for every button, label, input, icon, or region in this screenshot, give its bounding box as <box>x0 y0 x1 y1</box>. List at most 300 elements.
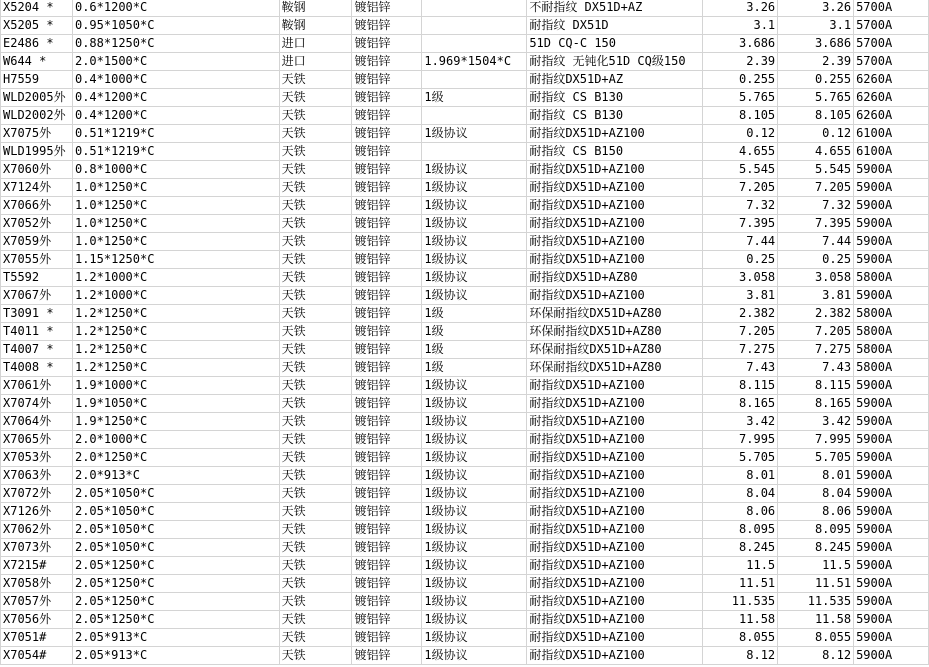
cell-finish[interactable]: 耐指纹DX51D+AZ100 <box>527 575 703 593</box>
cell-material[interactable]: 镀铝锌 <box>352 89 422 107</box>
cell-grade[interactable]: 1级 <box>422 89 527 107</box>
cell-spec[interactable]: 2.05*1050*C <box>72 521 279 539</box>
cell-finish[interactable]: 耐指纹DX51D+AZ100 <box>527 521 703 539</box>
cell-material[interactable]: 镀铝锌 <box>352 305 422 323</box>
cell-item-code[interactable]: X7062外 <box>1 521 73 539</box>
cell-price[interactable]: 5700A <box>854 35 929 53</box>
cell-price[interactable]: 5900A <box>854 539 929 557</box>
cell-origin[interactable]: 天铁 <box>279 143 352 161</box>
cell-material[interactable]: 镀铝锌 <box>352 215 422 233</box>
cell-grade[interactable]: 1级协议 <box>422 647 527 665</box>
cell-item-code[interactable]: X7054# <box>1 647 73 665</box>
cell-weight[interactable]: 8.245 <box>703 539 778 557</box>
cell-weight-total[interactable]: 5.545 <box>778 161 854 179</box>
cell-price[interactable]: 5900A <box>854 161 929 179</box>
cell-weight[interactable]: 7.995 <box>703 431 778 449</box>
cell-item-code[interactable]: X7052外 <box>1 215 73 233</box>
cell-finish[interactable]: 耐指纹DX51D+AZ100 <box>527 197 703 215</box>
table-row[interactable] <box>1 359 929 377</box>
cell-spec[interactable]: 2.05*1250*C <box>72 557 279 575</box>
cell-finish[interactable]: 耐指纹DX51D+AZ100 <box>527 611 703 629</box>
cell-item-code[interactable]: X7061外 <box>1 377 73 395</box>
cell-finish[interactable]: 耐指纹DX51D+AZ100 <box>527 449 703 467</box>
cell-material[interactable]: 镀铝锌 <box>352 359 422 377</box>
cell-material[interactable]: 镀铝锌 <box>352 251 422 269</box>
table-row[interactable] <box>1 161 929 179</box>
cell-weight[interactable]: 8.105 <box>703 107 778 125</box>
table-row[interactable] <box>1 71 929 89</box>
table-row[interactable] <box>1 629 929 647</box>
cell-price[interactable]: 5900A <box>854 629 929 647</box>
cell-finish[interactable]: 耐指纹DX51D+AZ100 <box>527 647 703 665</box>
cell-weight[interactable]: 7.32 <box>703 197 778 215</box>
cell-price[interactable]: 5900A <box>854 431 929 449</box>
cell-price[interactable]: 5900A <box>854 485 929 503</box>
cell-grade[interactable]: 1级协议 <box>422 575 527 593</box>
cell-grade[interactable]: 1级协议 <box>422 413 527 431</box>
cell-spec[interactable]: 1.2*1250*C <box>72 359 279 377</box>
cell-spec[interactable]: 2.05*1050*C <box>72 539 279 557</box>
cell-price[interactable]: 5900A <box>854 521 929 539</box>
cell-finish[interactable]: 耐指纹DX51D+AZ100 <box>527 125 703 143</box>
table-row[interactable] <box>1 485 929 503</box>
cell-price[interactable]: 5800A <box>854 323 929 341</box>
cell-price[interactable]: 5900A <box>854 593 929 611</box>
table-row[interactable] <box>1 35 929 53</box>
table-row[interactable] <box>1 341 929 359</box>
cell-item-code[interactable]: X7073外 <box>1 539 73 557</box>
cell-spec[interactable]: 1.0*1250*C <box>72 179 279 197</box>
cell-weight[interactable]: 11.535 <box>703 593 778 611</box>
cell-grade[interactable]: 1级协议 <box>422 179 527 197</box>
table-row[interactable] <box>1 107 929 125</box>
cell-weight[interactable]: 0.255 <box>703 71 778 89</box>
table-row[interactable] <box>1 197 929 215</box>
cell-material[interactable]: 镀铝锌 <box>352 449 422 467</box>
cell-weight-total[interactable]: 8.12 <box>778 647 854 665</box>
cell-grade[interactable] <box>422 35 527 53</box>
cell-finish[interactable]: 耐指纹DX51D+AZ100 <box>527 485 703 503</box>
cell-weight-total[interactable]: 11.58 <box>778 611 854 629</box>
table-row[interactable] <box>1 647 929 665</box>
cell-material[interactable]: 镀铝锌 <box>352 143 422 161</box>
cell-grade[interactable]: 1级协议 <box>422 467 527 485</box>
cell-weight-total[interactable]: 8.165 <box>778 395 854 413</box>
table-row[interactable] <box>1 323 929 341</box>
cell-material[interactable]: 镀铝锌 <box>352 17 422 35</box>
cell-origin[interactable]: 天铁 <box>279 341 352 359</box>
cell-weight-total[interactable]: 11.51 <box>778 575 854 593</box>
cell-item-code[interactable]: H7559 <box>1 71 73 89</box>
cell-item-code[interactable]: T3091 * <box>1 305 73 323</box>
cell-weight-total[interactable]: 5.705 <box>778 449 854 467</box>
cell-material[interactable]: 镀铝锌 <box>352 647 422 665</box>
cell-finish[interactable]: 耐指纹DX51D+AZ100 <box>527 215 703 233</box>
table-row[interactable] <box>1 521 929 539</box>
cell-weight[interactable]: 3.1 <box>703 17 778 35</box>
cell-weight[interactable]: 3.686 <box>703 35 778 53</box>
cell-origin[interactable]: 天铁 <box>279 395 352 413</box>
cell-weight[interactable]: 7.44 <box>703 233 778 251</box>
cell-item-code[interactable]: WLD2002外 <box>1 107 73 125</box>
cell-spec[interactable]: 1.2*1000*C <box>72 287 279 305</box>
cell-finish[interactable]: 耐指纹 CS B130 <box>527 89 703 107</box>
cell-finish[interactable]: 耐指纹DX51D+AZ100 <box>527 629 703 647</box>
cell-spec[interactable]: 0.6*1200*C <box>72 0 279 17</box>
cell-material[interactable]: 镀铝锌 <box>352 557 422 575</box>
cell-grade[interactable]: 1.969*1504*C <box>422 53 527 71</box>
cell-grade[interactable]: 1级协议 <box>422 197 527 215</box>
cell-grade[interactable]: 1级协议 <box>422 377 527 395</box>
cell-origin[interactable]: 天铁 <box>279 233 352 251</box>
cell-item-code[interactable]: X7059外 <box>1 233 73 251</box>
cell-material[interactable]: 镀铝锌 <box>352 125 422 143</box>
cell-weight[interactable]: 5.545 <box>703 161 778 179</box>
table-row[interactable] <box>1 53 929 71</box>
cell-spec[interactable]: 1.9*1250*C <box>72 413 279 431</box>
cell-weight[interactable]: 3.058 <box>703 269 778 287</box>
cell-finish[interactable]: 耐指纹DX51D+AZ100 <box>527 413 703 431</box>
cell-price[interactable]: 5900A <box>854 197 929 215</box>
cell-weight[interactable]: 0.25 <box>703 251 778 269</box>
cell-grade[interactable]: 1级协议 <box>422 557 527 575</box>
cell-spec[interactable]: 1.2*1250*C <box>72 323 279 341</box>
cell-weight[interactable]: 4.655 <box>703 143 778 161</box>
table-row[interactable] <box>1 593 929 611</box>
cell-origin[interactable]: 天铁 <box>279 89 352 107</box>
cell-weight-total[interactable]: 2.39 <box>778 53 854 71</box>
cell-finish[interactable]: 耐指纹DX51D+AZ100 <box>527 395 703 413</box>
cell-weight-total[interactable]: 3.1 <box>778 17 854 35</box>
cell-finish[interactable]: 耐指纹DX51D+AZ100 <box>527 503 703 521</box>
cell-spec[interactable]: 2.05*913*C <box>72 629 279 647</box>
cell-grade[interactable]: 1级协议 <box>422 269 527 287</box>
cell-item-code[interactable]: X7065外 <box>1 431 73 449</box>
cell-material[interactable]: 镀铝锌 <box>352 467 422 485</box>
cell-spec[interactable]: 0.4*1000*C <box>72 71 279 89</box>
cell-weight[interactable]: 7.275 <box>703 341 778 359</box>
table-row[interactable] <box>1 0 929 17</box>
cell-weight[interactable]: 8.055 <box>703 629 778 647</box>
cell-grade[interactable]: 1级 <box>422 323 527 341</box>
cell-price[interactable]: 6260A <box>854 71 929 89</box>
cell-spec[interactable]: 0.4*1200*C <box>72 89 279 107</box>
cell-weight[interactable]: 3.42 <box>703 413 778 431</box>
cell-material[interactable]: 镀铝锌 <box>352 575 422 593</box>
cell-material[interactable]: 镀铝锌 <box>352 287 422 305</box>
cell-weight-total[interactable]: 7.205 <box>778 179 854 197</box>
cell-weight-total[interactable]: 8.01 <box>778 467 854 485</box>
table-row[interactable] <box>1 557 929 575</box>
cell-item-code[interactable]: X5204 * <box>1 0 73 17</box>
cell-weight[interactable]: 0.12 <box>703 125 778 143</box>
cell-origin[interactable]: 天铁 <box>279 251 352 269</box>
cell-origin[interactable]: 天铁 <box>279 287 352 305</box>
cell-item-code[interactable]: X7126外 <box>1 503 73 521</box>
cell-spec[interactable]: 1.2*1250*C <box>72 305 279 323</box>
cell-weight-total[interactable]: 11.535 <box>778 593 854 611</box>
cell-spec[interactable]: 0.51*1219*C <box>72 125 279 143</box>
cell-grade[interactable]: 1级协议 <box>422 629 527 647</box>
cell-item-code[interactable]: E2486 * <box>1 35 73 53</box>
cell-weight[interactable]: 7.205 <box>703 323 778 341</box>
cell-weight-total[interactable]: 4.655 <box>778 143 854 161</box>
cell-spec[interactable]: 2.0*1000*C <box>72 431 279 449</box>
table-row[interactable] <box>1 125 929 143</box>
cell-finish[interactable]: 耐指纹DX51D+AZ80 <box>527 269 703 287</box>
cell-origin[interactable]: 天铁 <box>279 125 352 143</box>
cell-weight-total[interactable]: 0.255 <box>778 71 854 89</box>
cell-finish[interactable]: 耐指纹DX51D+AZ100 <box>527 161 703 179</box>
cell-weight[interactable]: 8.095 <box>703 521 778 539</box>
cell-material[interactable]: 镀铝锌 <box>352 377 422 395</box>
cell-weight[interactable]: 11.58 <box>703 611 778 629</box>
cell-grade[interactable]: 1级 <box>422 359 527 377</box>
cell-spec[interactable]: 2.05*1050*C <box>72 485 279 503</box>
cell-finish[interactable]: 耐指纹DX51D+AZ100 <box>527 251 703 269</box>
table-row[interactable] <box>1 503 929 521</box>
cell-origin[interactable]: 天铁 <box>279 359 352 377</box>
cell-grade[interactable]: 1级 <box>422 305 527 323</box>
cell-spec[interactable]: 0.88*1250*C <box>72 35 279 53</box>
cell-grade[interactable] <box>422 107 527 125</box>
cell-spec[interactable]: 1.2*1000*C <box>72 269 279 287</box>
cell-item-code[interactable]: X7067外 <box>1 287 73 305</box>
cell-grade[interactable]: 1级协议 <box>422 449 527 467</box>
cell-finish[interactable]: 耐指纹DX51D+AZ100 <box>527 377 703 395</box>
cell-weight-total[interactable]: 5.765 <box>778 89 854 107</box>
cell-finish[interactable]: 耐指纹 无钝化51D CQ级150 <box>527 53 703 71</box>
cell-origin[interactable]: 天铁 <box>279 197 352 215</box>
cell-origin[interactable]: 天铁 <box>279 575 352 593</box>
cell-finish[interactable]: 耐指纹DX51D+AZ100 <box>527 467 703 485</box>
cell-origin[interactable]: 天铁 <box>279 161 352 179</box>
cell-spec[interactable]: 2.0*1250*C <box>72 449 279 467</box>
cell-item-code[interactable]: X7057外 <box>1 593 73 611</box>
cell-weight[interactable]: 2.382 <box>703 305 778 323</box>
cell-grade[interactable]: 1级 <box>422 341 527 359</box>
table-row[interactable] <box>1 449 929 467</box>
cell-weight-total[interactable]: 7.395 <box>778 215 854 233</box>
cell-weight-total[interactable]: 7.995 <box>778 431 854 449</box>
table-row[interactable] <box>1 611 929 629</box>
cell-weight-total[interactable]: 8.115 <box>778 377 854 395</box>
cell-price[interactable]: 5800A <box>854 305 929 323</box>
cell-weight-total[interactable]: 7.44 <box>778 233 854 251</box>
cell-material[interactable]: 镀铝锌 <box>352 413 422 431</box>
cell-origin[interactable]: 天铁 <box>279 71 352 89</box>
cell-price[interactable]: 5800A <box>854 269 929 287</box>
cell-material[interactable]: 镀铝锌 <box>352 539 422 557</box>
cell-spec[interactable]: 2.05*1250*C <box>72 611 279 629</box>
cell-spec[interactable]: 1.9*1050*C <box>72 395 279 413</box>
cell-material[interactable]: 镀铝锌 <box>352 0 422 17</box>
cell-price[interactable]: 5900A <box>854 467 929 485</box>
cell-material[interactable]: 镀铝锌 <box>352 629 422 647</box>
cell-origin[interactable]: 天铁 <box>279 269 352 287</box>
cell-item-code[interactable]: T4011 * <box>1 323 73 341</box>
cell-weight[interactable]: 11.51 <box>703 575 778 593</box>
cell-price[interactable]: 5900A <box>854 377 929 395</box>
cell-item-code[interactable]: X7124外 <box>1 179 73 197</box>
cell-item-code[interactable]: X7060外 <box>1 161 73 179</box>
cell-material[interactable]: 镀铝锌 <box>352 431 422 449</box>
cell-origin[interactable]: 天铁 <box>279 611 352 629</box>
cell-origin[interactable]: 天铁 <box>279 467 352 485</box>
cell-item-code[interactable]: X5205 * <box>1 17 73 35</box>
cell-origin[interactable]: 天铁 <box>279 377 352 395</box>
cell-price[interactable]: 5900A <box>854 611 929 629</box>
cell-item-code[interactable]: T4008 * <box>1 359 73 377</box>
cell-material[interactable]: 镀铝锌 <box>352 611 422 629</box>
table-row[interactable] <box>1 233 929 251</box>
table-row[interactable] <box>1 377 929 395</box>
cell-weight[interactable]: 11.5 <box>703 557 778 575</box>
cell-material[interactable]: 镀铝锌 <box>352 179 422 197</box>
table-row[interactable] <box>1 575 929 593</box>
cell-spec[interactable]: 0.95*1050*C <box>72 17 279 35</box>
table-row[interactable] <box>1 395 929 413</box>
cell-material[interactable]: 镀铝锌 <box>352 53 422 71</box>
cell-weight-total[interactable]: 7.43 <box>778 359 854 377</box>
cell-material[interactable]: 镀铝锌 <box>352 197 422 215</box>
cell-price[interactable]: 5900A <box>854 287 929 305</box>
cell-origin[interactable]: 天铁 <box>279 557 352 575</box>
cell-finish[interactable]: 耐指纹DX51D+AZ100 <box>527 539 703 557</box>
cell-spec[interactable]: 2.0*913*C <box>72 467 279 485</box>
cell-finish[interactable]: 耐指纹DX51D+AZ100 <box>527 557 703 575</box>
cell-spec[interactable]: 1.2*1250*C <box>72 341 279 359</box>
cell-origin[interactable]: 进口 <box>279 35 352 53</box>
cell-price[interactable]: 5700A <box>854 0 929 17</box>
cell-weight[interactable]: 8.04 <box>703 485 778 503</box>
cell-item-code[interactable]: X7075外 <box>1 125 73 143</box>
cell-price[interactable]: 5900A <box>854 557 929 575</box>
cell-material[interactable]: 镀铝锌 <box>352 485 422 503</box>
cell-grade[interactable]: 1级协议 <box>422 611 527 629</box>
cell-weight[interactable]: 8.12 <box>703 647 778 665</box>
cell-finish[interactable]: 环保耐指纹DX51D+AZ80 <box>527 305 703 323</box>
cell-price[interactable]: 5900A <box>854 647 929 665</box>
cell-weight-total[interactable]: 8.06 <box>778 503 854 521</box>
cell-finish[interactable]: 环保耐指纹DX51D+AZ80 <box>527 341 703 359</box>
cell-weight-total[interactable]: 3.42 <box>778 413 854 431</box>
cell-price[interactable]: 5900A <box>854 395 929 413</box>
cell-price[interactable]: 5900A <box>854 233 929 251</box>
cell-weight[interactable]: 3.26 <box>703 0 778 17</box>
cell-grade[interactable]: 1级协议 <box>422 593 527 611</box>
cell-finish[interactable]: 耐指纹 DX51D <box>527 17 703 35</box>
cell-finish[interactable]: 耐指纹DX51D+AZ100 <box>527 179 703 197</box>
cell-item-code[interactable]: X7215# <box>1 557 73 575</box>
cell-origin[interactable]: 天铁 <box>279 449 352 467</box>
cell-spec[interactable]: 2.05*1050*C <box>72 503 279 521</box>
cell-finish[interactable]: 环保耐指纹DX51D+AZ80 <box>527 323 703 341</box>
cell-weight[interactable]: 5.705 <box>703 449 778 467</box>
cell-item-code[interactable]: X7072外 <box>1 485 73 503</box>
cell-price[interactable]: 5900A <box>854 215 929 233</box>
cell-item-code[interactable]: X7051# <box>1 629 73 647</box>
cell-origin[interactable]: 进口 <box>279 53 352 71</box>
cell-item-code[interactable]: X7058外 <box>1 575 73 593</box>
cell-origin[interactable]: 天铁 <box>279 323 352 341</box>
cell-price[interactable]: 5900A <box>854 575 929 593</box>
cell-spec[interactable]: 0.51*1219*C <box>72 143 279 161</box>
cell-finish[interactable]: 耐指纹 CS B150 <box>527 143 703 161</box>
cell-weight-total[interactable]: 8.055 <box>778 629 854 647</box>
cell-weight[interactable]: 7.205 <box>703 179 778 197</box>
cell-item-code[interactable]: X7074外 <box>1 395 73 413</box>
cell-grade[interactable]: 1级协议 <box>422 485 527 503</box>
cell-origin[interactable]: 天铁 <box>279 647 352 665</box>
cell-price[interactable]: 5800A <box>854 341 929 359</box>
cell-finish[interactable]: 耐指纹DX51D+AZ100 <box>527 233 703 251</box>
cell-weight[interactable]: 5.765 <box>703 89 778 107</box>
cell-origin[interactable]: 天铁 <box>279 503 352 521</box>
cell-weight-total[interactable]: 7.205 <box>778 323 854 341</box>
cell-item-code[interactable]: WLD2005外 <box>1 89 73 107</box>
table-row[interactable] <box>1 287 929 305</box>
cell-material[interactable]: 镀铝锌 <box>352 161 422 179</box>
cell-finish[interactable]: 51D CQ-C 150 <box>527 35 703 53</box>
cell-spec[interactable]: 2.05*913*C <box>72 647 279 665</box>
cell-weight-total[interactable]: 8.105 <box>778 107 854 125</box>
cell-weight-total[interactable]: 0.12 <box>778 125 854 143</box>
table-row[interactable] <box>1 431 929 449</box>
cell-grade[interactable]: 1级协议 <box>422 161 527 179</box>
cell-grade[interactable]: 1级协议 <box>422 521 527 539</box>
cell-weight-total[interactable]: 2.382 <box>778 305 854 323</box>
cell-weight-total[interactable]: 3.058 <box>778 269 854 287</box>
cell-finish[interactable]: 耐指纹DX51D+AZ <box>527 71 703 89</box>
cell-weight[interactable]: 7.43 <box>703 359 778 377</box>
cell-price[interactable]: 5900A <box>854 251 929 269</box>
table-row[interactable] <box>1 467 929 485</box>
cell-weight[interactable]: 8.01 <box>703 467 778 485</box>
table-row[interactable] <box>1 89 929 107</box>
cell-item-code[interactable]: X7055外 <box>1 251 73 269</box>
cell-origin[interactable]: 鞍钢 <box>279 17 352 35</box>
cell-weight[interactable]: 3.81 <box>703 287 778 305</box>
cell-price[interactable]: 5900A <box>854 413 929 431</box>
cell-item-code[interactable]: X7053外 <box>1 449 73 467</box>
cell-weight-total[interactable]: 8.245 <box>778 539 854 557</box>
cell-grade[interactable]: 1级协议 <box>422 539 527 557</box>
cell-finish[interactable]: 耐指纹DX51D+AZ100 <box>527 593 703 611</box>
cell-spec[interactable]: 2.0*1500*C <box>72 53 279 71</box>
cell-spec[interactable]: 1.0*1250*C <box>72 233 279 251</box>
cell-origin[interactable]: 天铁 <box>279 485 352 503</box>
cell-grade[interactable]: 1级协议 <box>422 503 527 521</box>
cell-grade[interactable]: 1级协议 <box>422 251 527 269</box>
cell-material[interactable]: 镀铝锌 <box>352 503 422 521</box>
cell-grade[interactable] <box>422 143 527 161</box>
cell-item-code[interactable]: W644 * <box>1 53 73 71</box>
cell-price[interactable]: 6100A <box>854 143 929 161</box>
cell-origin[interactable]: 天铁 <box>279 593 352 611</box>
cell-spec[interactable]: 1.0*1250*C <box>72 215 279 233</box>
cell-item-code[interactable]: X7056外 <box>1 611 73 629</box>
cell-weight-total[interactable]: 7.32 <box>778 197 854 215</box>
cell-origin[interactable]: 天铁 <box>279 179 352 197</box>
cell-item-code[interactable]: X7063外 <box>1 467 73 485</box>
cell-finish[interactable]: 耐指纹DX51D+AZ100 <box>527 431 703 449</box>
cell-weight-total[interactable]: 3.81 <box>778 287 854 305</box>
cell-item-code[interactable]: T4007 * <box>1 341 73 359</box>
cell-grade[interactable]: 1级协议 <box>422 431 527 449</box>
cell-origin[interactable]: 天铁 <box>279 107 352 125</box>
cell-spec[interactable]: 2.05*1250*C <box>72 575 279 593</box>
